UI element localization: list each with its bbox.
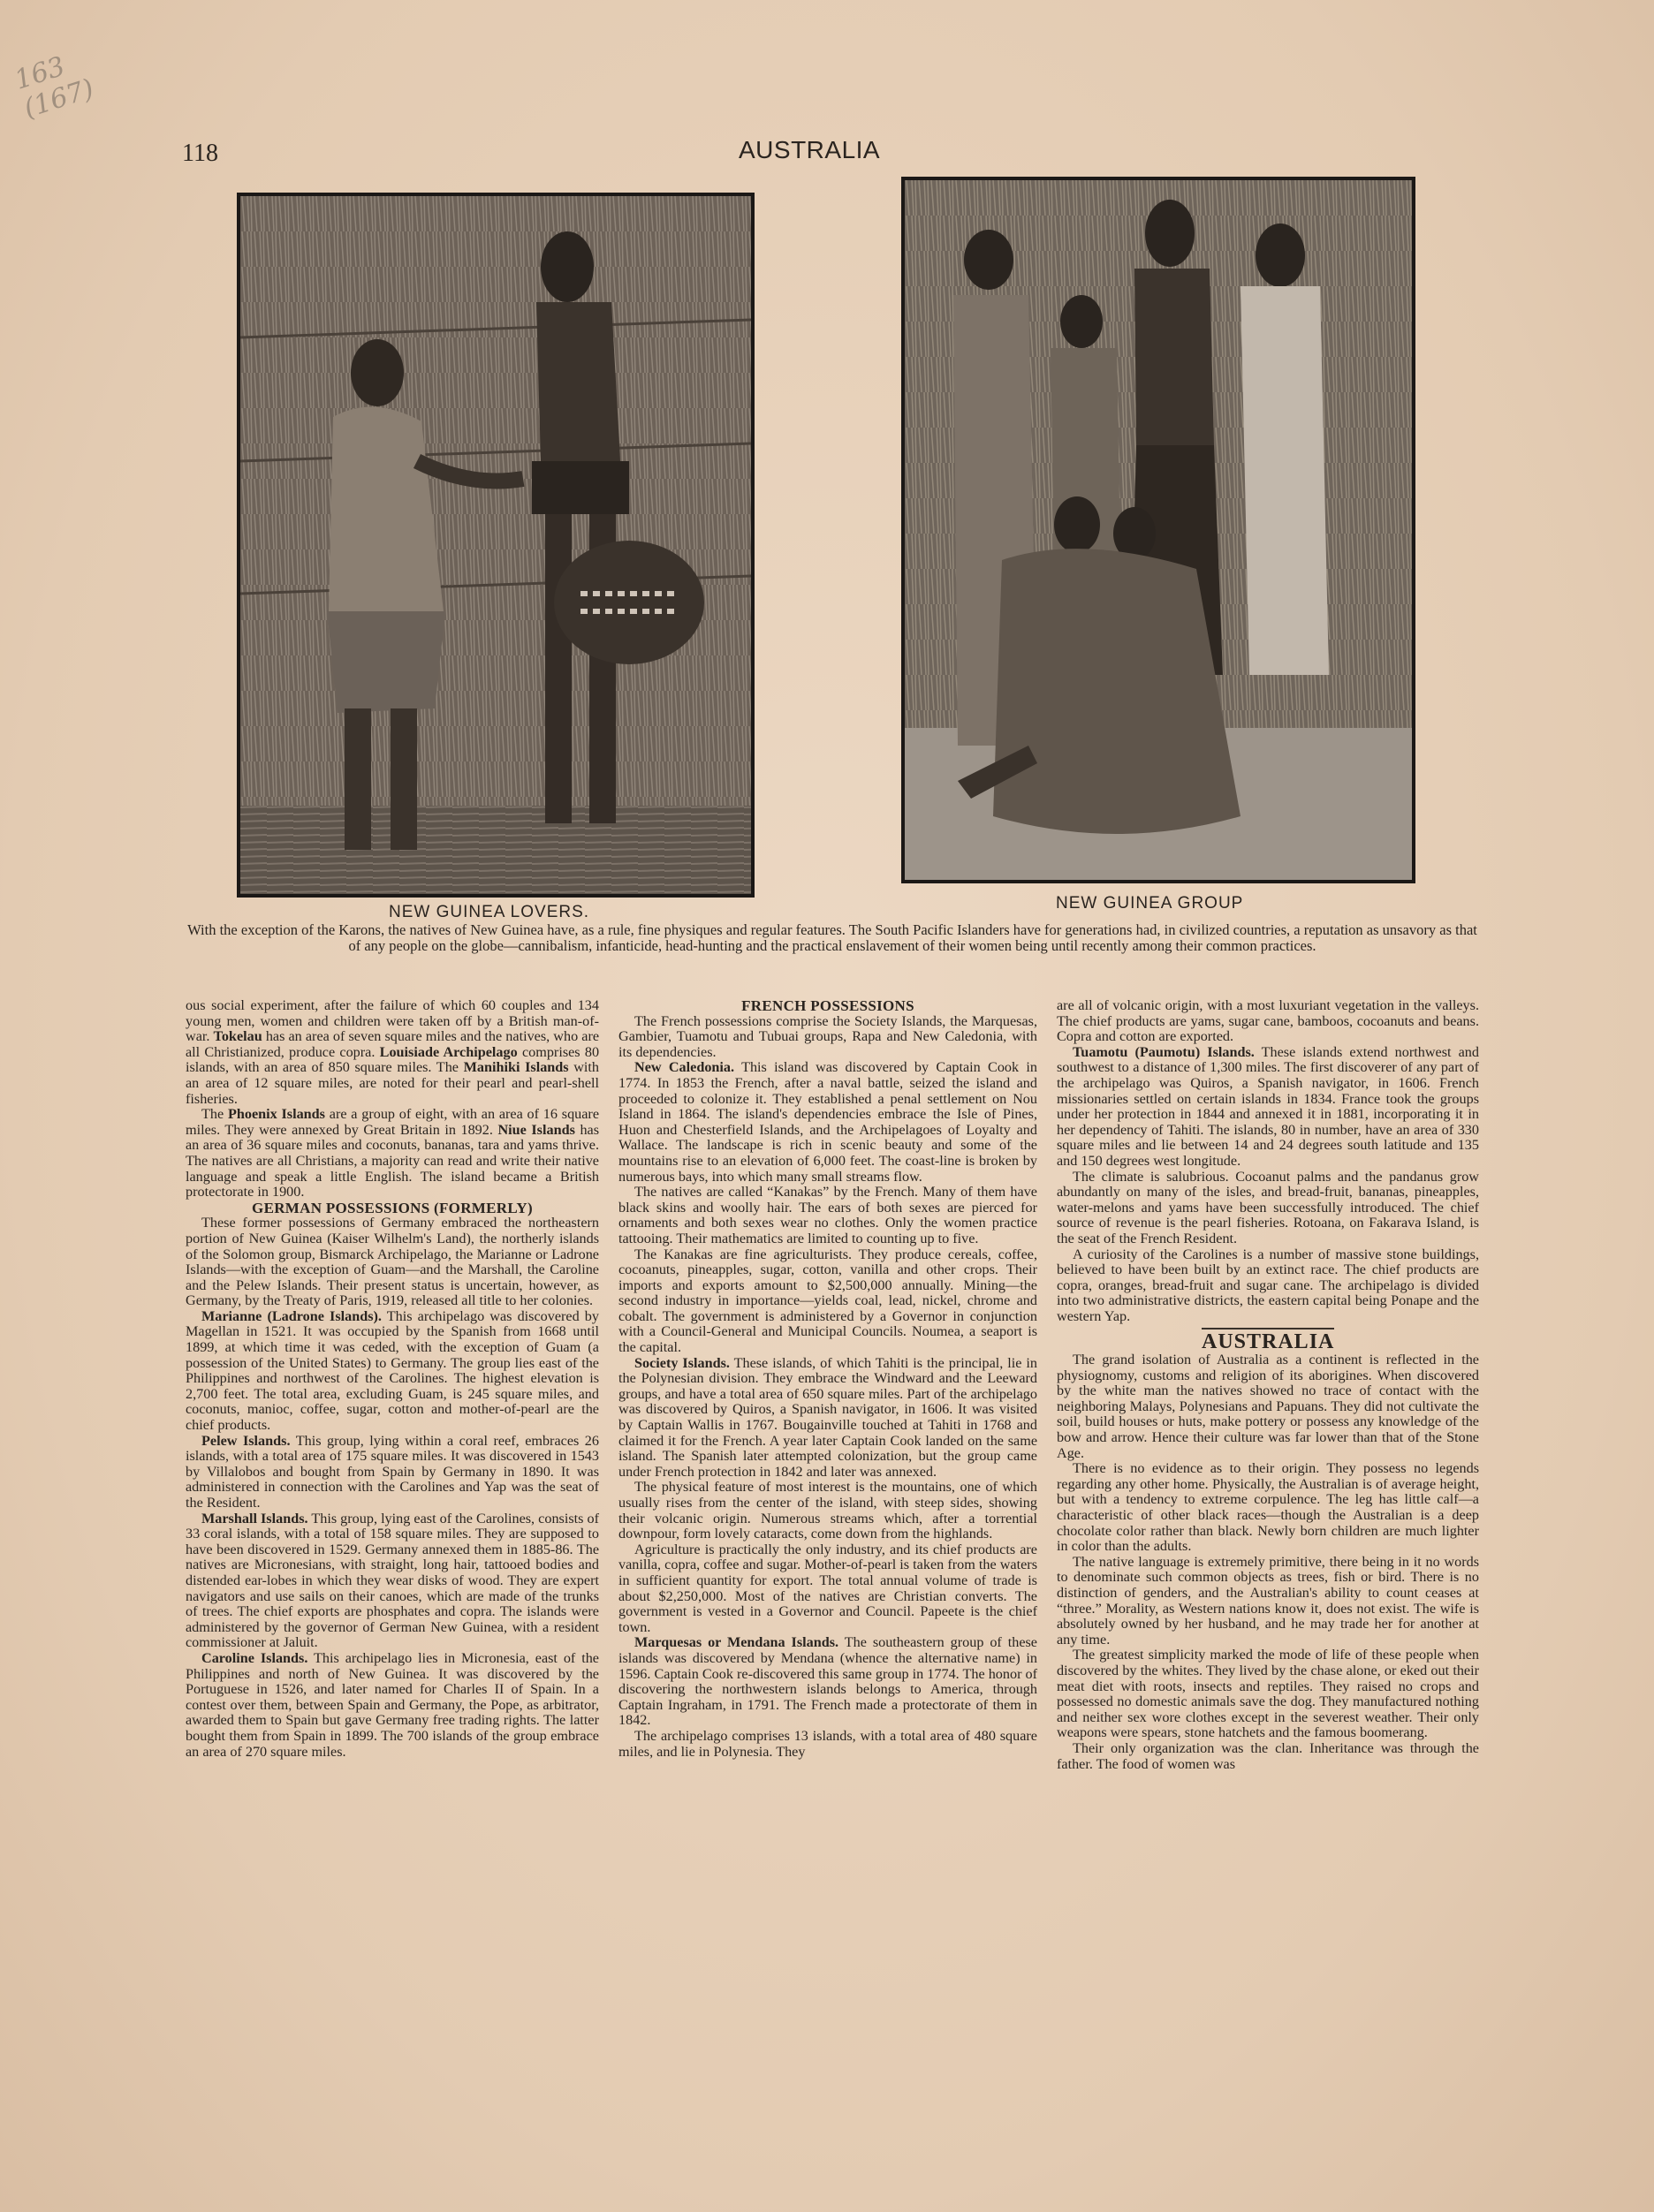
paragraph: The greatest simplicity marked the mode of life of these people when discovered by the whites. They lived by the chase alone, or eked out their meat diet with roots, insects and reptiles. They raised no crops and possessed no domestic animals save the dog. They manufactured nothing and neither sex wore clothes except in the severest weather. Their only weapons were spears, stone hatchets and the famous boomerang. [1057,1647,1479,1741]
paragraph: Caroline Islands. This archipelago lies in Micronesia, east of the Philippines and north of New Guinea. It was discovered by the Portuguese in 1526, and later named for Charles II of Spain. In a contest over them, between Spain and Germany, the Pope, as arbitrator, awarded them to Spain but gave Germany free trading rights. The latter bought them from Spain in 1899. The 700 islands of the group embrace an area of 270 square miles. [186,1649,599,1760]
paragraph: The grand isolation of Australia as a continent is reflected in the physiognomy, customs and religion of its aborigines. When discovered by the white man the natives showed no trace of contact with the neighboring Malays, Polynesians and Papuans. They did not cultivate the soil, build houses or huts, make pottery or possess any knowledge of the bow and arrow. Hence their culture was far lower than that of the Stone Age. [1057,1352,1479,1461]
section-heading-australia: AUSTRALIA [1202,1328,1334,1351]
column-3 [1057,998,1479,1772]
pencil-annotation [11,43,114,152]
paragraph: Marshall Islands. This group, lying east of the Carolines, consists of 33 coral islands, with a total of 158 square miles. They are supposed to have been discovered in 1529. Germany annexed them in 1885-86. The natives are Micronesians, with straight, long hair, tattooed bodies and distended ear-lobes in which they wear disks of wood. They are expert navigators and use sails on their canoes, which are made of the trunks of trees. The chief exports are phosphates and copra. The islands were administered by the governor of German New Guinea, with a resident commissioner at Jaluit. [186,1510,599,1651]
intro-caption: With the exception of the Karons, the natives of New Guinea have, as a rule, fine physiques and regular features. The South Pacific Islanders have for generations had, in civilized countries, a reputation as unsavory as that of any people on the globe—cannibalism, infanticide, head-hunting and the practical enslavement of their women being until recently among their common practices. [187,921,1477,954]
paragraph: The Phoenix Islands are a group of eight, with an area of 16 square miles. They were annexed by Great Britain in 1892. Niue Islands has an area of 36 square miles and coconuts, bananas, tara and yams thrive. The natives are all Christians, a majority can read and write their native language and speak a little English. The island became a British protectorate in 1900. [186,1106,600,1201]
paragraph: Society Islands. These islands, of which Tahiti is the principal, lie in the Polynesian division. They embrace the Windward and the Leeward groups, and have a total area of 650 square miles. Part of the archipelago was discovered by Quiros, a Spanish navigator, in 1606. It was visited by Captain Wallis in 1767. Bougainville touched at Tahiti in 1768 and claimed it for the French. A year later Captain Cook landed on the same island. The Spanish later attempted colonization, but the group came under French protection in 1842 and later was annexed. [618,1354,1037,1480]
paragraph: These former possessions of Germany embraced the northeastern portion of New Guinea (Kaiser Wilhelm's Land), the northerly islands of the Solomon group, Bismarck Archipelago, the Marianne or Ladrone Islands—with the exception of Guam—and the Marshall, the Caroline and the Pelew Islands. Their present status is uncertain, however, as Germany, by the Treaty of Paris, 1919, released all title to her colonies. [186,1215,599,1309]
page-number: 118 [182,140,218,167]
paragraph: The climate is salubrious. Cocoanut palms and the pandanus grow abundantly on many of the isles, and bread-fruit, bananas, pineapples, water-melons and yams have been successfully introduced. The chief source of revenue is the pearl fisheries. Rotoana, on Fakarava Island, is the seat of the French Resident. [1057,1168,1479,1246]
paragraph: Pelew Islands. This group, lying within a coral reef, embraces 26 islands, with a total area of 175 square miles. It was discovered in 1543 by Villalobos and bought from Spain by Germany in 1890. It was administered in connection with the Carolines and Yap was the seat of the Resident. [186,1432,599,1511]
paragraph: The native language is extremely primitive, there being in it no words to denominate such common objects as trees, fish or bird. There is no distinction of genders, and the Australian's ability to count ceases at “three.” Morality, as Western nations know it, does not exist. The wife is absolutely owned by her husband, and he may trade her for another at any time. [1057,1553,1479,1648]
paragraph: A curiosity of the Carolines is a number of massive stone buildings, believed to have been built by an extinct race. The chief products are copra, oranges, bread-fruit and sugar cane. The archipelago is divided into two administrative districts, the eastern capital being Ponape and the western Yap. [1057,1246,1479,1324]
paragraph: Marquesas or Mendana Islands. The southeastern group of these islands was discovered by Mendana (whence the alternative name) in 1596. Captain Cook re-discovered this same group in 1774. The honor of discovering the northwestern islands belongs to America, through Captain Ingraham, in 1791. The French made a protectorate of them in 1842. [618,1634,1037,1729]
paragraph: Their only organization was the clan. Inheritance was through the father. The food of women was [1057,1739,1479,1772]
running-title: AUSTRALIA [739,136,881,163]
photo-image-group [905,180,1412,880]
pencil-note: 163 (167) [11,50,98,125]
paragraph: are all of volcanic origin, with a most luxuriant vegetation in the valleys. The chief products are yams, sugar cane, bamboos, cocoanuts and beans. Copra and cotton are exported. [1057,997,1479,1045]
paragraph: ous social experiment, after the failure of which 60 couples and 134 young men, women and children were taken off by a British man-of-war. Tokelau has an area of seven square miles and the natives, who are all Christianized, produce copra. Louisiade Archipelago comprises 80 islands, with an area of 850 square miles. The Manihiki Islands with an area of 12 square miles, are noted for their pearl and pearl-shell fisheries. [186,997,600,1107]
paragraph: The physical feature of most interest is the mountains, one of which usually rises from the center of the island, with steep sides, showing their volcanic origin. Numerous streams which, after a torrential downpour, form lovely cataracts, come down from the highlands. [618,1479,1037,1542]
paragraph: The Kanakas are fine agriculturists. They produce cereals, coffee, cocoanuts, pineapples, sugar, cotton, vanilla and other crops. Their imports and exports amount to $2,500,000 annually. Mining—the second industry in importance—yields coal, lead, nickel, chrome and cobalt. The government is administered by a Governor in conjunction with a Council-General and Municipal Councils. Noumea, a seaport is the capital. [618,1246,1037,1356]
column-2 [618,998,1037,1760]
caption-right: NEW GUINEA GROUP [1056,894,1244,913]
photo-new-guinea-lovers [237,193,755,898]
paragraph: Marianne (Ladrone Islands). This archipelago was discovered by Magellan in 1521. It was occupied by the Spanish from 1668 until 1899, at which time it was ceded, with the exception of Guam (a possession of the United States) to Germany. The group lies east of the Philippines and northwest of the Carolines. The highest elevation is 2,700 feet. The total area, excluding Guam, is 245 square miles, and coconuts, manioc, coffee, sugar, cotton and mother-of-pearl are the chief products. [186,1307,599,1434]
paragraph: There is no evidence as to their origin. They possess no legends regarding any other home. Physically, the Australian is of average height, but with a tendency to extreme corpulence. The leg has little calf—a characteristic of other black races—though the Australian is a deep chocolate color rather than black. Newly born children are much lighter in color than the adults. [1057,1460,1479,1555]
section-heading-french: FRENCH POSSESSIONS [741,997,914,1014]
paragraph: The natives are called “Kanakas” by the French. Many of them have black skins and woolly hair. The ears of both sexes are pierced for ornaments and both sexes wear no clothes. Only the women practice tattooing. Their mathematics are limited to counting up to five. [618,1184,1037,1246]
photo-image-lovers [240,196,751,894]
paragraph: Tuamotu (Paumotu) Islands. These islands extend northwest and southwest to a distance of 1,300 miles. The first discoverer of any part of the archipelago was Quiros, a Spanish navigator, in 1606. French missionaries settled on certain islands in 1834. France took the groups under her protection in 1844 and annexed it in 1881, incorporating it in her dependency of Tahiti. The islands, 80 in number, have an area of 330 square miles and lie between 14 and 24 degrees south latitude and 135 and 150 degrees west longitude. [1057,1043,1479,1169]
section-heading-german: GERMAN POSSESSIONS (FORMERLY) [252,1199,533,1216]
paragraph: The French possessions comprise the Society Islands, the Marquesas, Gambier, Tuamotu and Tubuai groups, Rapa and New Caledonia, with its dependencies. [618,1012,1037,1060]
column-1 [186,998,599,1760]
caption-left: NEW GUINEA LOVERS. [389,903,590,921]
paragraph: Agriculture is practically the only industry, and its chief products are vanilla, copra, coffee and sugar. Mother-of-pearl is taken from the waters in sufficient quantity for export. The total annual volume of trade is about $2,250,000. Most of the natives are Christian converts. The government is vested in a Governor and Council. Papeete is the chief town. [618,1541,1037,1635]
paragraph: New Caledonia. This island was discovered by Captain Cook in 1774. In 1853 the French, after a naval battle, seized the island and proceeded to colonize it. They established a penal settlement on Nou Island in 1864. The island's dependencies embrace the Isle of Pines, Huon and Chesterfield Islands, and the Archipelagoes of Loyalty and Wallace. The landscape is rich in scenic beauty and some of the mountains rise to an elevation of 6,000 feet. The coast-line is broken by numerous bays, into which many small streams flow. [618,1059,1037,1185]
paragraph: The archipelago comprises 13 islands, with a total area of 480 square miles, and lie in Polynesia. They [618,1727,1037,1760]
photo-new-guinea-group [901,177,1415,883]
